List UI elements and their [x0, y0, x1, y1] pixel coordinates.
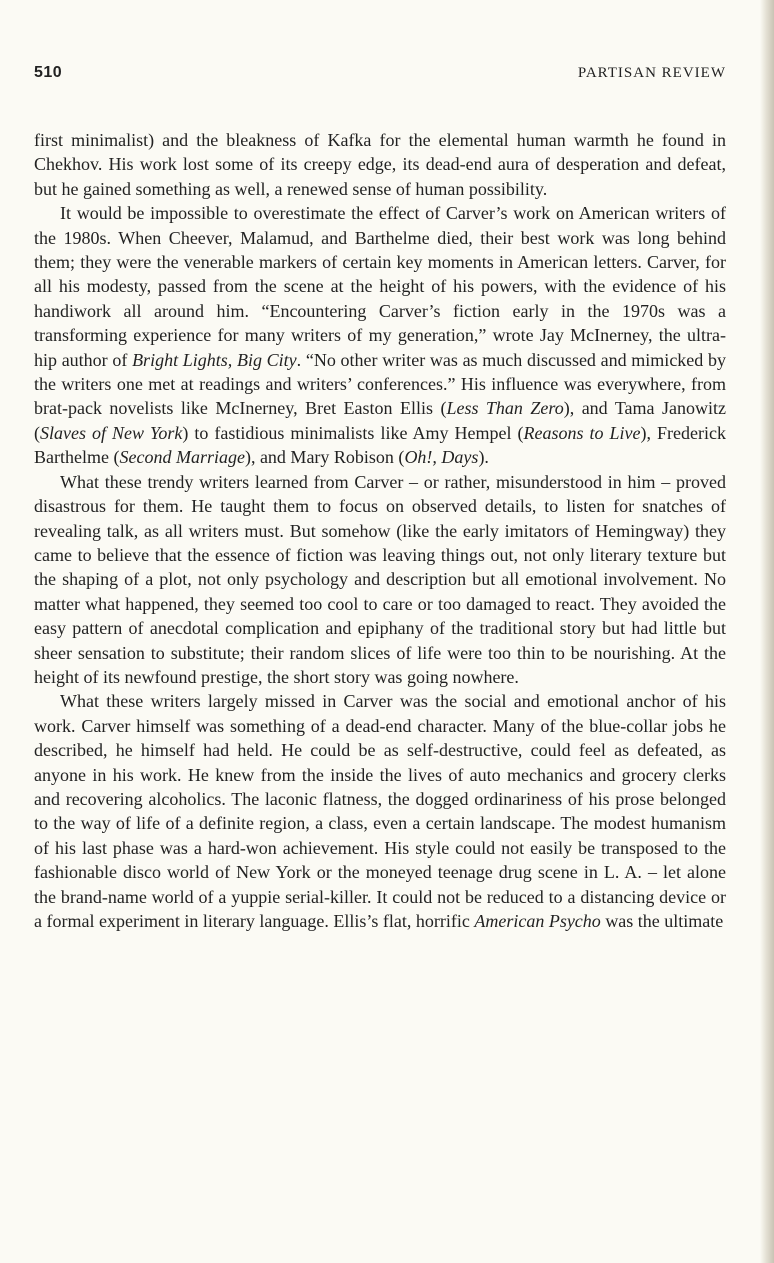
paragraph: [34, 128, 726, 201]
text-run: ).: [478, 447, 489, 468]
text-run: ) to fastidious minimalists like Amy Hempel (: [182, 422, 524, 443]
paragraph: [34, 201, 726, 469]
text-run: What these trendy writers learned from Carver – or rather, misunderstood in him – proved disastrous for them. He taught them to focus on observed details, to listen for snatches of revealing talk, as all writers must. But somehow (like the early imitators of Hemingway) they came to believe that the essence of fiction was leaving things out, not only literary texture but the shaping of a plot, not only psychology and description but all emotional involvement. No matter what happened, they seemed too cool to care or too damaged to react. They avoided the easy pattern of anecdotal complication and epiphany of the traditional story but had little but sheer sensation to substitute; their random slices of life were too thin to be nourishing. At the height of its newfound prestige, the short story was going nowhere.: [34, 471, 726, 687]
body-text: [34, 128, 726, 933]
text-run: first minimalist) and the bleakness of Kafka for the elemental human warmth he found in Chekhov. His work lost some of its creepy edge, its dead-end aura of desperation and defeat, but he gained something as well, a renewed sense of human possibility.: [34, 130, 726, 199]
text-run: ), and Mary Robison (: [244, 447, 405, 468]
italic-title: Reasons to Live: [523, 422, 641, 443]
italic-title: Bright Lights, Big City: [132, 349, 297, 370]
text-run: was the ultimate: [600, 911, 724, 931]
page-header: [34, 64, 726, 86]
italic-title: Slaves of New York: [40, 422, 183, 443]
text-run: ), and Tama Janowitz (: [34, 398, 726, 443]
text-run: What these writers largely missed in Carver was the social and emotional anchor of his work. Carver himself was something of a dead-end character. Many of the blue-collar jobs he described, he himself had held. He could be as self-destructive, could feel as defeated, as anyone in his work. He knew from the inside the lives of auto mechanics and grocery clerks and recovering alcoholics. The laconic flatness, the dogged ordinariness of his prose belonged to the way of life of a definite region, a class, even a certain landscape. The modest humanism of his last phase was a hard-won achievement. His style could not easily be transposed to the fashionable disco world of New York or the moneyed teenage drug scene in L. A. – let alone the brand-name world of a yuppie serial-killer. It could not be reduced to a distancing device or a formal experiment in literary language. Ellis’s flat, horrific: [34, 691, 726, 931]
running-head: PARTISAN REVIEW: [577, 65, 726, 81]
paragraph: [34, 470, 726, 690]
book-spine-shadow: [760, 0, 774, 1263]
paragraph: [34, 689, 726, 933]
italic-title: Second Marriage: [119, 447, 245, 468]
page-number: 510: [34, 64, 63, 81]
text-run: . “No other writer was as much discussed and mimicked by the writers one met at readings and writers’ conferences.” His influence was everywhere, from brat-pack novelists like McInerney, Bret Easton Ellis (: [34, 349, 726, 419]
italic-title: Less Than Zero: [446, 398, 564, 419]
text-run: It would be impossible to overestimate the effect of Carver’s work on American writers of the 1980s. When Cheever, Malamud, and Barthelme died, their best work was long behind them; they were the venerable markers of certain key moments in American letters. Carver, for all his modesty, passed from the scene at the height of his powers, with the evidence of his handiwork all around him. “Encountering Carver’s fiction early in the 1970s was a transforming experience for many writers of my generation,” wrote Jay McInerney, the ultra-hip author of: [34, 203, 726, 370]
text-run: ), Frederick Barthelme (: [34, 422, 726, 468]
italic-title: American Psycho: [474, 911, 601, 931]
italic-title: Oh!, Days: [404, 447, 479, 468]
